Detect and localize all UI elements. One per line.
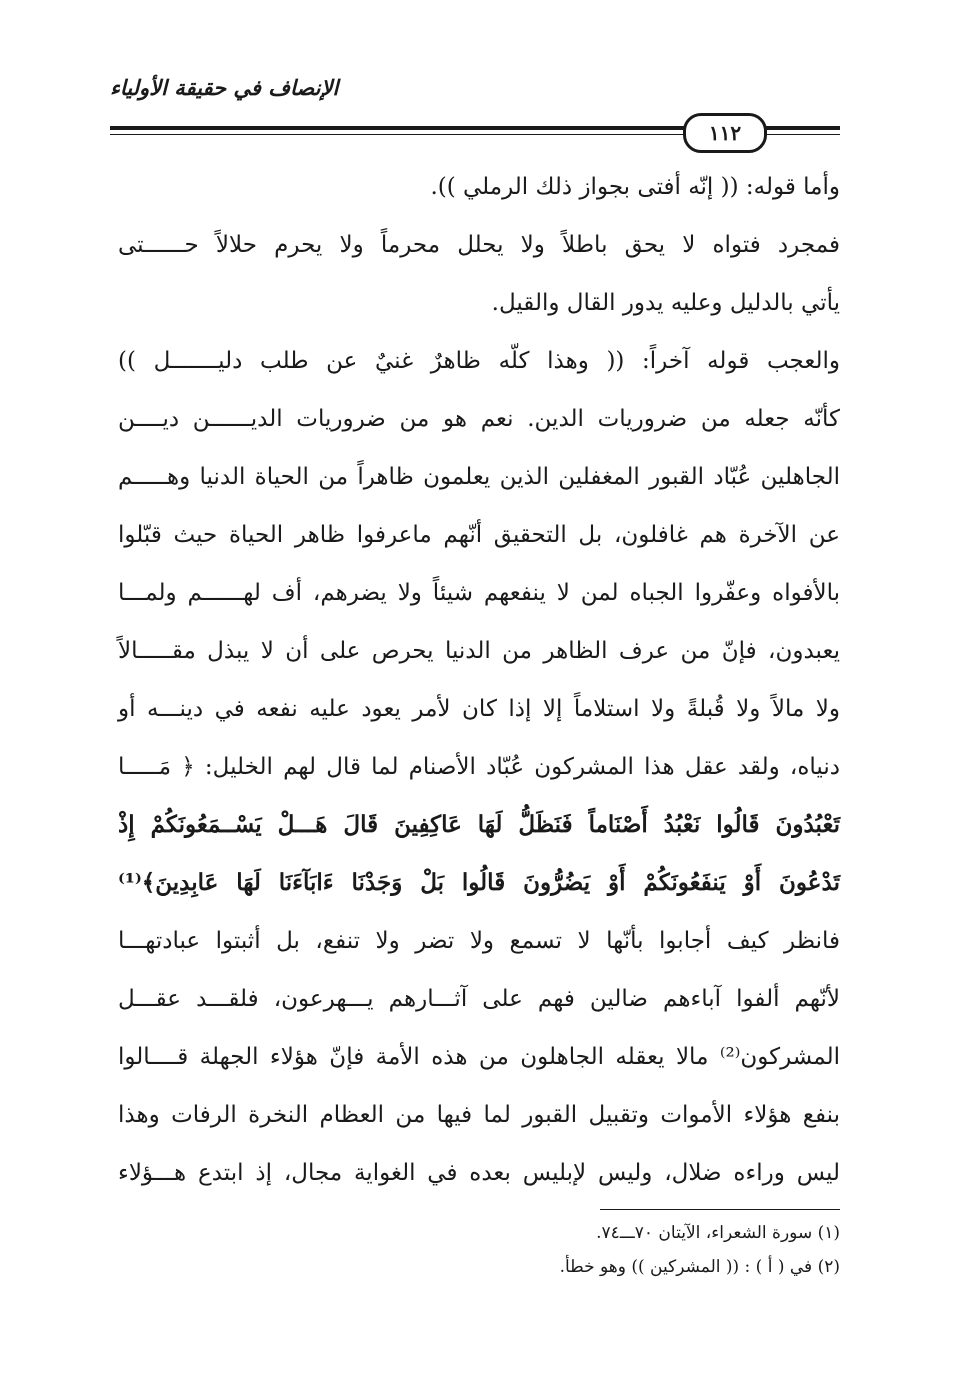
text-line-17: بنفع هؤلاء الأموات وتقبيل القبور لما فيها من العظام النخرة الرفات وهذا (118, 1102, 840, 1128)
text-line-4: والعجب قوله آخراً: (( وهذا كلّه ظاهرٌ غنيٌ عن طلب دليـــــــل )) (118, 348, 840, 374)
footnote-separator (600, 1209, 840, 1210)
text-line-14: فانظر كيف أجابوا بأنّها لا تسمع ولا تضر ولا تنفع، بل أثبتوا عبادتهـــا (118, 928, 840, 954)
text-line-3: يأتي بالدليل وعليه يدور القال والقيل. (491, 290, 840, 316)
text-line-7: عن الآخرة هم غافلون، بل التحقيق أنّهم ماعرفوا ظاهر الحياة حيث قبّلوا (118, 522, 840, 548)
text-line-9: يعبدون، فإنّ من عرف الظاهر من الدنيا يحرص على أن لا يبذل مقـــــالاً (118, 638, 840, 664)
quran-verse-line-1: تَعْبُدُونَ قَالُوا نَعْبُدُ أَصْنَاماً فَنَظَلُّ لَهَا عَاكِفِينَ قَالَ هَـــلْ يَسْــمَعُونَكُمْ إِذْ (118, 811, 840, 838)
text-line-16: المشركون⁽²⁾ مالا يعقله الجاهلون من هذه الأمة فإنّ هؤلاء الجهلة قــــالوا (118, 1044, 840, 1070)
quran-verse-line-2: تَدْعُونَ أَوْ يَنفَعُونَكُمْ أَوْ يَضُرُّونَ قَالُوا بَلْ وَجَدْنَا ءَابَآءَنَا لَهَا عَابِدِينَ﴾⁽¹⁾ (118, 869, 840, 896)
text-line-11: دنياه، ولقد عقل هذا المشركون عُبّاد الأصنام لما قال لهم الخليل: ﴿ مَـــــا (118, 754, 840, 780)
text-line-18: ليس وراءه ضلال، وليس لإبليس بعده في الغواية مجال، إذ ابتدع هـــؤلاء (118, 1160, 840, 1186)
text-line-15: لأنّهم ألفوا آباءهم ضالين فهم على آثـــارهم يـــهرعون، فلقـــد عقـــل (118, 986, 840, 1012)
running-header-title: الإنصاف في حقيقة الأولياء (110, 75, 339, 100)
text-line-1: وأما قوله: (( إنّه أفتى بجواز ذلك الرملي )). (430, 174, 840, 200)
page-number-badge: ١١٢ (683, 113, 767, 153)
text-line-5: كأنّه جعله من ضروريات الدين. نعم هو من ضروريات الديــــــن ديــــن (118, 406, 840, 432)
text-line-8: بالأفواه وعفّروا الجباه لمن لا ينفعهم شيئاً ولا يضرهم، أف لهــــــم ولمـــا (118, 580, 840, 606)
text-line-2: فمجرد فتواه لا يحق باطلاً ولا يحلل محرماً ولا يحرم حلالاً حــــــتى (118, 232, 840, 258)
footnote-1: (١) سورة الشعراء، الآيتان ٧٠ـــ٧٤. (596, 1223, 840, 1243)
text-line-6: الجاهلين عُبّاد القبور المغفلين الذين يعلمون ظاهراً من الحياة الدنيا وهـــــم (118, 464, 840, 490)
footnote-2: (٢) في ( أ ) : (( المشركين )) وهو خطأ. (559, 1257, 840, 1277)
text-line-10: ولا مالاً ولا قُبلةً ولا استلاماً إلا إذا كان لأمر يعود عليه نفعه في دينـــه أو (118, 696, 840, 722)
